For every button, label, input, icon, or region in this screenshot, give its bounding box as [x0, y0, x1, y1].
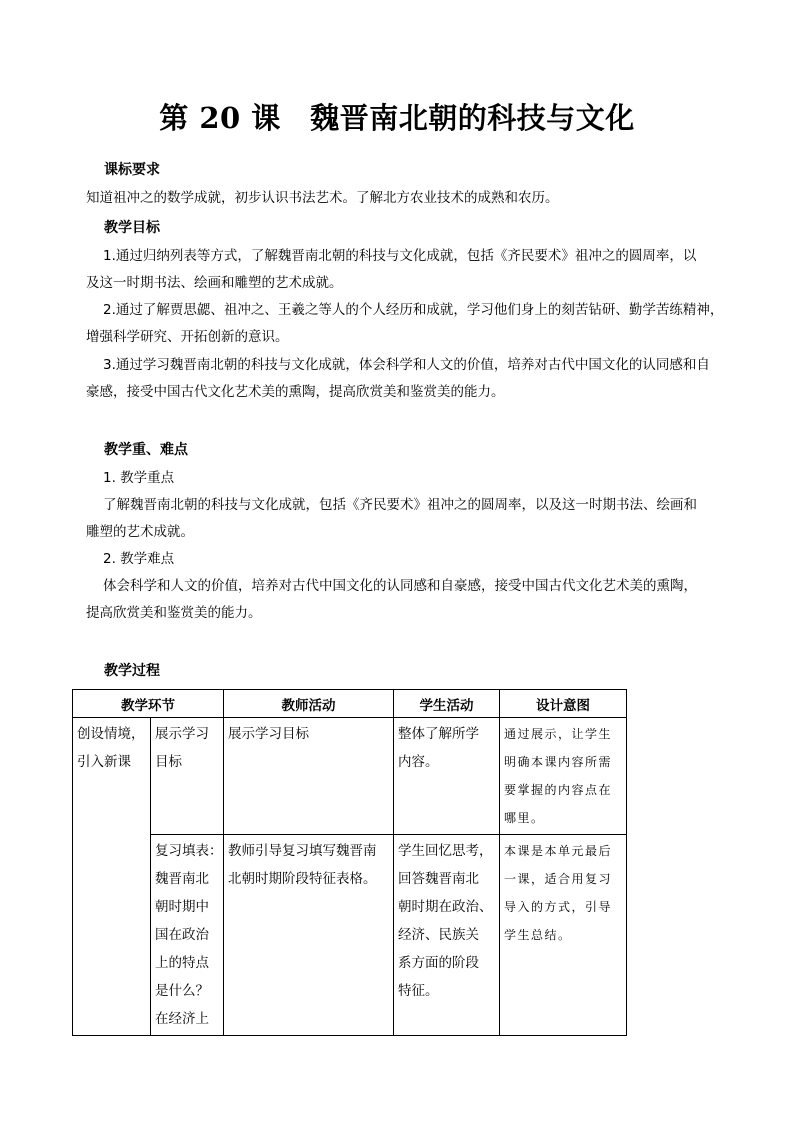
- table-header-row: [73, 690, 627, 718]
- table-row: [73, 835, 627, 1036]
- standards-heading: 课标要求: [104, 162, 160, 178]
- column-header-stage: 教学环节: [73, 690, 224, 718]
- goal-item-1: 1.通过归纳列表等方式，了解魏晋南北朝的科技与文化成就，包括《齐民要术》祖冲之的圆周率，以 及这一时期书法、绘画和雕塑的艺术成就。: [86, 248, 697, 291]
- process-heading: 教学过程: [104, 663, 160, 679]
- column-header-intent: 设计意图: [500, 690, 627, 718]
- column-header-student: 学生活动: [394, 690, 500, 718]
- keypoints-heading: 教学重、难点: [104, 442, 188, 458]
- teacher-activity-cell: 教师引导复习填写魏晋南 北朝时期阶段特征表格。: [224, 835, 394, 1036]
- goal-item-2: 2.通过了解贾思勰、祖冲之、王羲之等人的个人经历和成就，学习他们身上的刻苦钻研、勤学苦练精神， 增强科学研究、开拓创新的意识。: [86, 302, 724, 345]
- column-header-teacher: 教师活动: [224, 690, 394, 718]
- page-title: 第 20 课 魏晋南北朝的科技与文化: [159, 101, 635, 135]
- lesson-process-table: [72, 689, 627, 1036]
- difficulty-label: 2. 教学难点: [103, 551, 175, 567]
- student-activity-cell: 整体了解所学 内容。: [394, 718, 500, 835]
- difficulty-text: 体会科学和人文的价值，培养对古代中国文化的认同感和自豪感，接受中国古代文化艺术美的熏陶， 提高欣赏美和鉴赏美的能力。: [86, 578, 697, 621]
- standards-text: 知道祖冲之的数学成就，初步认识书法艺术。了解北方农业技术的成熟和农历。: [86, 190, 559, 206]
- design-intent-cell: 通过展示，让学生 明确本课内容所需 要掌握的内容点在 哪里。: [500, 718, 627, 835]
- substage-cell: 展示学习 目标: [151, 718, 224, 835]
- student-activity-cell: 学生回忆思考， 回答魏晋南北 朝时期在政治、 经济、民族关 系方面的阶段 特征。: [394, 835, 500, 1036]
- design-intent-cell: 本课是本单元最后 一课，适合用复习 导入的方式，引导 学生总结。: [500, 835, 627, 1036]
- substage-cell: 复习填表： 魏晋南北 朝时期中 国在政治 上的特点 是什么？ 在经济上: [151, 835, 224, 1036]
- goal-item-3: 3.通过学习魏晋南北朝的科技与文化成就，体会科学和人文的价值，培养对古代中国文化的认同感和自 豪感，接受中国古代文化艺术美的熏陶，提高欣赏美和鉴赏美的能力。: [86, 357, 710, 400]
- focus-label: 1. 教学重点: [103, 470, 175, 486]
- focus-text: 了解魏晋南北朝的科技与文化成就，包括《齐民要术》祖冲之的圆周率，以及这一时期书法、绘画和 雕塑的艺术成就。: [86, 497, 697, 540]
- stage-cell: 创设情境， 引入新课: [73, 718, 151, 1036]
- teacher-activity-cell: 展示学习目标: [224, 718, 394, 835]
- table-row: [73, 718, 627, 835]
- goals-heading: 教学目标: [104, 220, 160, 236]
